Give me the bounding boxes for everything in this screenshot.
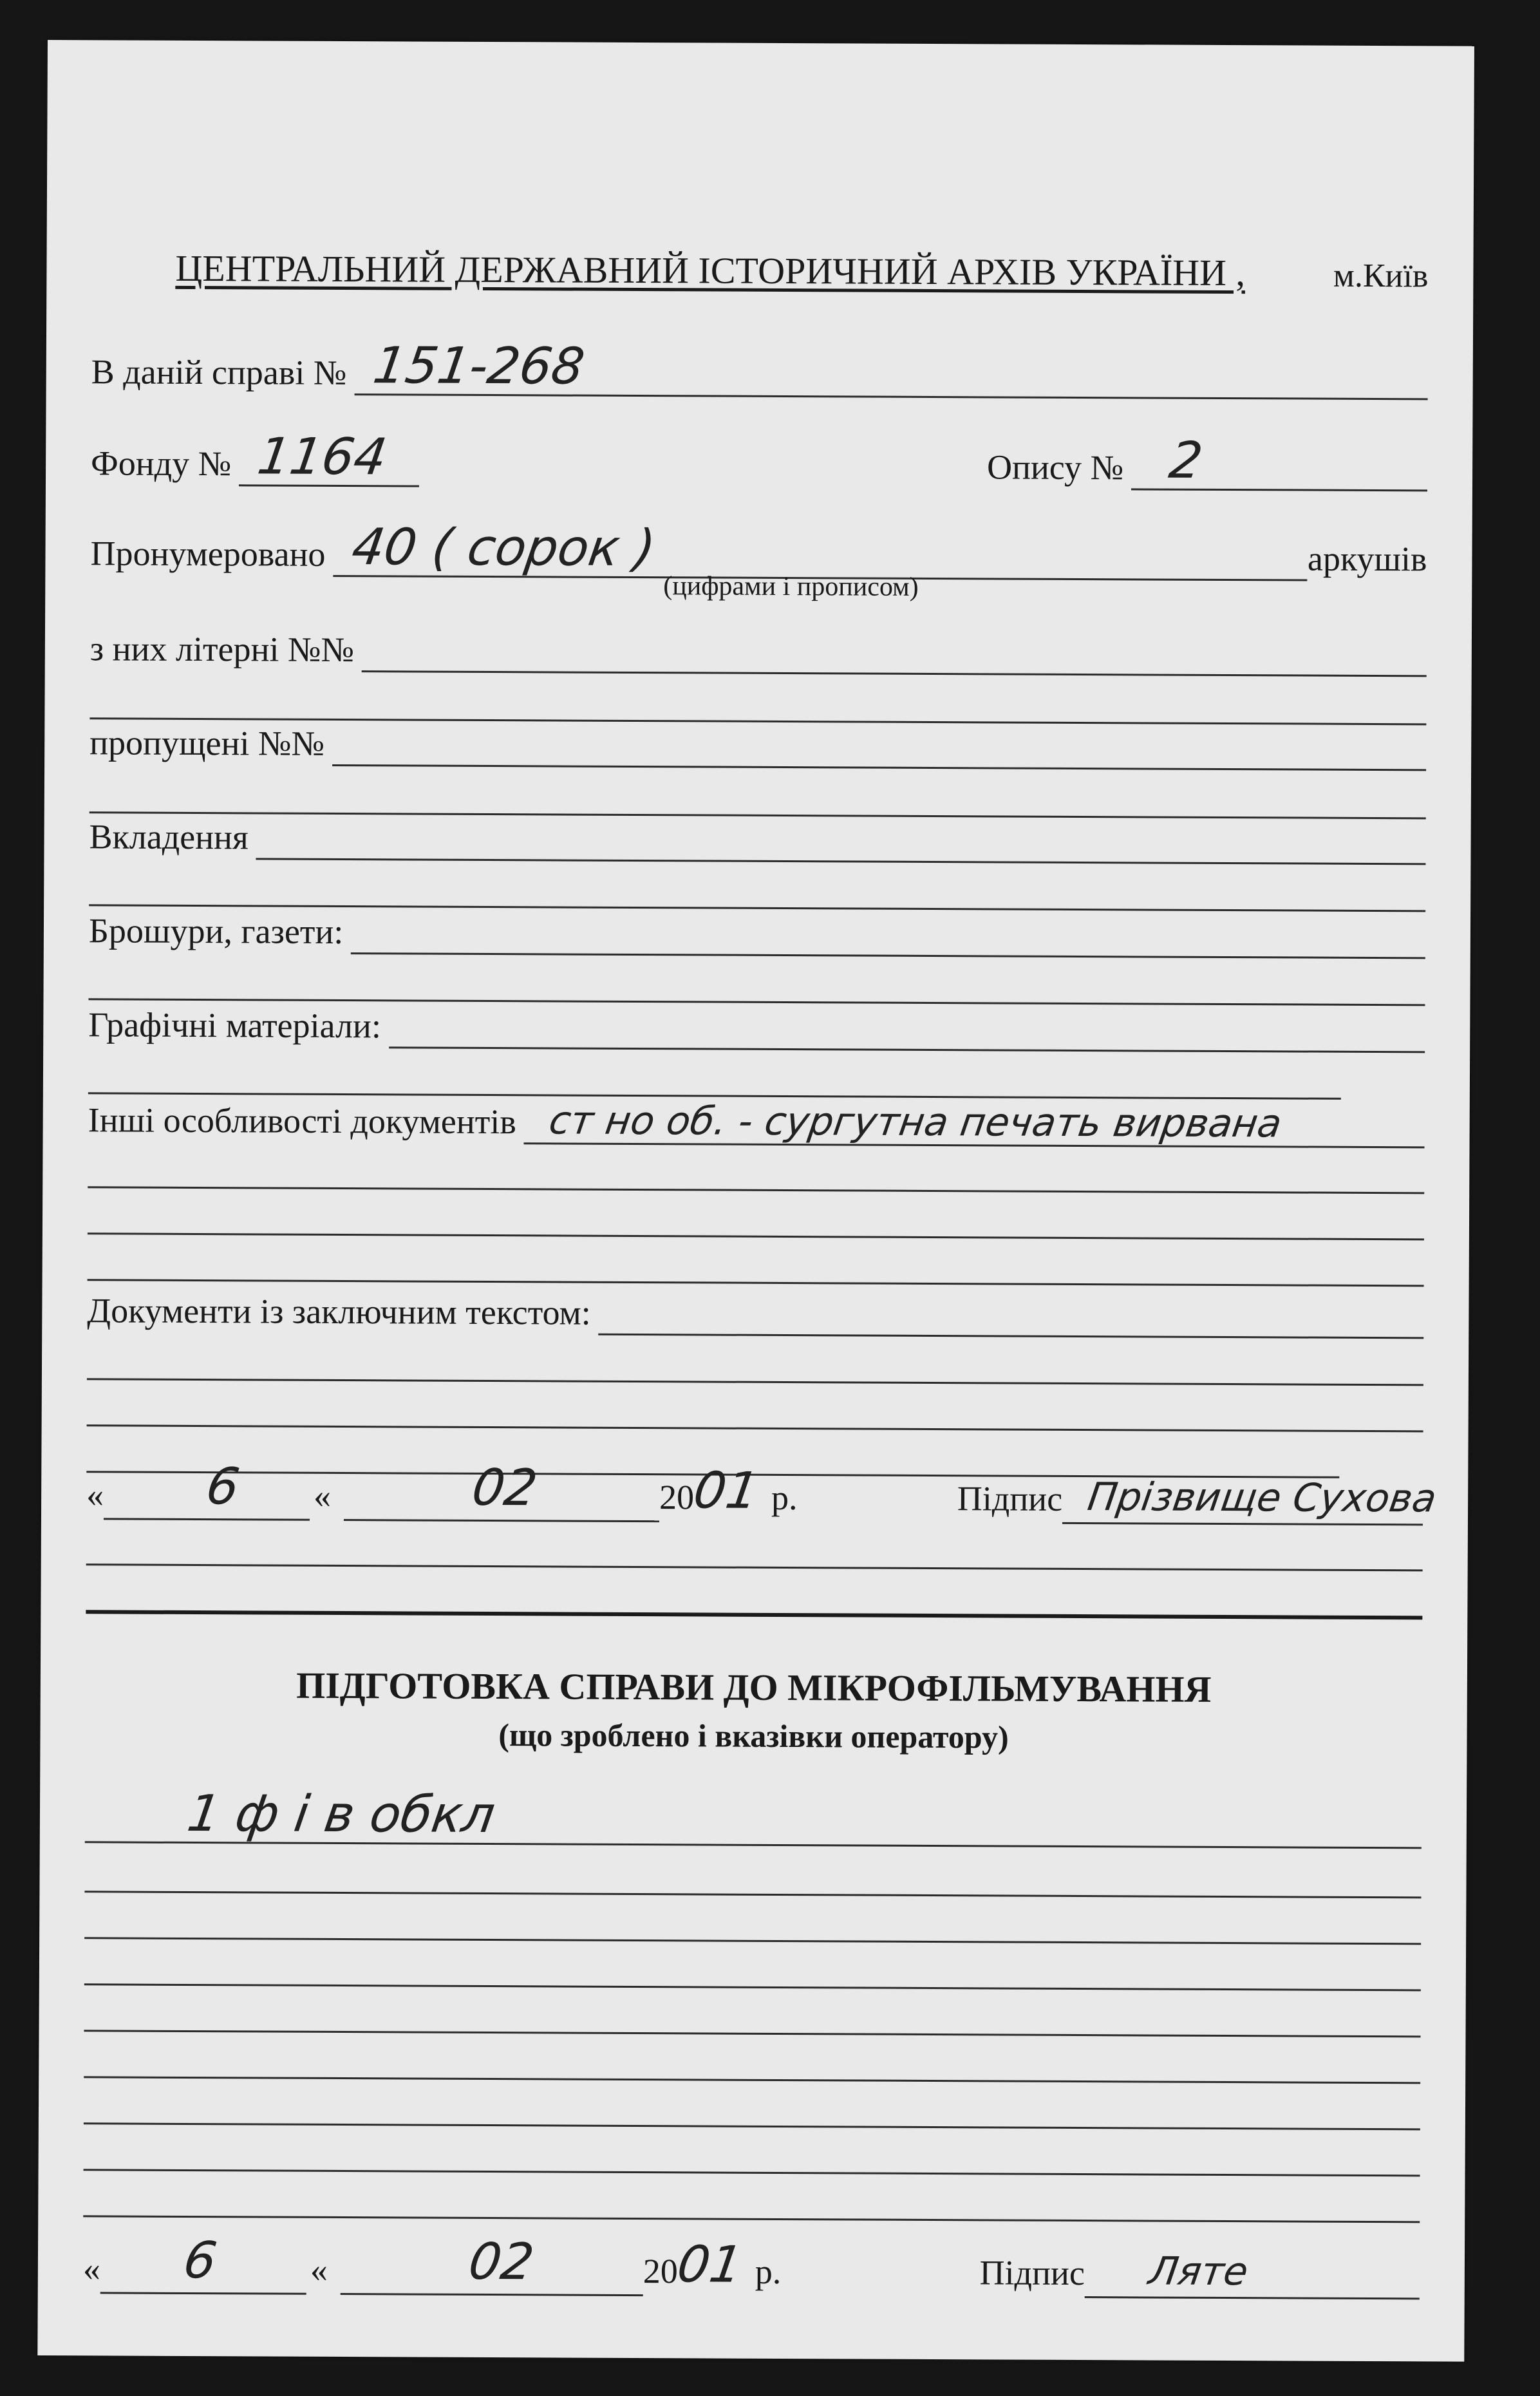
archive-name: ЦЕНТРАЛЬНИЙ ДЕРЖАВНИЙ ІСТОРИЧНИЙ АРХІВ УКРАЇНИ , — [175, 247, 1246, 294]
blank-line — [88, 1186, 1424, 1194]
open-quote: « — [82, 2249, 101, 2288]
fond-field[interactable] — [239, 428, 419, 487]
other-features-value: ст но об. - сургутна печать вирвана — [546, 1098, 1285, 1147]
year-unit: р. — [755, 2252, 782, 2292]
missing-row — [89, 713, 1426, 771]
fond-opys-row — [91, 428, 1427, 491]
year-prefix: 20 — [659, 1478, 695, 1517]
graphics-label: Графічні матеріали: — [88, 1005, 382, 1046]
section-subtitle: (що зроблено і вказівки оператору) — [498, 1717, 1009, 1755]
graphics-row — [88, 995, 1425, 1053]
blank-line — [84, 1937, 1421, 1945]
final-text-label: Документи із заключним текстом: — [87, 1291, 591, 1332]
blank-line — [84, 2169, 1420, 2176]
day-field[interactable] — [104, 1458, 310, 1520]
case-number-value: 151-268 — [369, 337, 588, 396]
month-field[interactable] — [344, 1458, 659, 1522]
year-value: 01 — [673, 2236, 746, 2294]
case-number-field[interactable] — [354, 337, 1428, 400]
case-number-row — [91, 337, 1428, 400]
fond-label: Фонду № — [91, 444, 232, 484]
literal-field[interactable] — [362, 619, 1427, 677]
year-unit: р. — [771, 1478, 798, 1518]
other-features-row — [88, 1091, 1425, 1148]
final-text-row — [87, 1281, 1423, 1339]
signature-value: Ляте — [1145, 2249, 1252, 2295]
section-divider — [86, 1610, 1422, 1619]
opys-value: 2 — [1165, 431, 1207, 490]
operator-note-field[interactable] — [85, 1785, 1422, 1849]
date-row-2 — [82, 2231, 1420, 2299]
blank-line — [84, 2122, 1420, 2130]
blank-line — [87, 1424, 1423, 1432]
case-number-label: В даній справі № — [91, 352, 347, 393]
numbered-value: 40 ( сорок ) — [348, 518, 659, 578]
year-field[interactable] — [690, 1462, 762, 1522]
missing-field[interactable] — [332, 713, 1427, 771]
opys-field[interactable] — [1131, 431, 1427, 491]
date-row-1 — [86, 1458, 1440, 1525]
close-quote: « — [310, 2250, 328, 2289]
signature-field[interactable] — [1085, 2245, 1420, 2299]
day-value: 6 — [180, 2231, 221, 2290]
numbered-label: Пронумеровано — [90, 534, 326, 574]
attachments-label: Вкладення — [89, 817, 249, 857]
numbered-suffix: аркушів — [1307, 539, 1427, 579]
signature-label: Підпис — [979, 2253, 1085, 2293]
other-features-field[interactable] — [524, 1091, 1425, 1148]
blank-line — [83, 2215, 1420, 2223]
year-value: 01 — [690, 1462, 762, 1520]
month-value: 02 — [465, 2232, 538, 2292]
missing-label: пропущені №№ — [89, 723, 325, 763]
operator-note-row — [85, 1785, 1422, 1849]
attachments-row — [89, 807, 1425, 865]
literal-label: з них літерні №№ — [89, 629, 355, 670]
blank-line — [84, 2076, 1420, 2084]
day-value: 6 — [202, 1458, 243, 1516]
day-field[interactable] — [100, 2231, 306, 2294]
archive-form-sheet — [37, 40, 1474, 2362]
open-quote: « — [86, 1475, 104, 1514]
blank-line — [86, 1563, 1423, 1571]
operator-note-value: 1 ф і в обкл — [183, 1785, 499, 1845]
brochures-field[interactable] — [351, 901, 1425, 959]
blank-line — [88, 1232, 1424, 1240]
signature-label: Підпис — [957, 1479, 1063, 1518]
graphics-field[interactable] — [389, 995, 1425, 1053]
signature-field[interactable] — [1062, 1471, 1440, 1525]
numbered-note: (цифрами і прописом) — [663, 571, 919, 602]
form-header — [175, 247, 1428, 295]
month-field[interactable] — [341, 2232, 643, 2296]
section-title: ПІДГОТОВКА СПРАВИ ДО МІКРОФІЛЬМУВАННЯ — [296, 1664, 1212, 1710]
other-features-label: Інші особливості документів — [88, 1100, 516, 1142]
year-prefix: 20 — [643, 2252, 679, 2291]
brochures-label: Брошури, газети: — [88, 911, 344, 952]
literal-row — [90, 619, 1427, 677]
final-text-field[interactable] — [599, 1282, 1424, 1339]
opys-label: Опису № — [986, 448, 1124, 487]
blank-line — [84, 2030, 1421, 2037]
blank-line — [84, 1891, 1421, 1898]
city-name: м.Київ — [1333, 257, 1429, 295]
year-field[interactable] — [673, 2236, 746, 2296]
fond-value: 1164 — [254, 428, 391, 487]
signature-value: Прізвище Сухова — [1085, 1475, 1440, 1522]
attachments-field[interactable] — [256, 806, 1426, 865]
blank-line — [87, 1378, 1423, 1386]
blank-line — [84, 1983, 1421, 1991]
close-quote: « — [314, 1476, 332, 1515]
month-value: 02 — [468, 1458, 541, 1518]
brochures-row — [89, 901, 1425, 959]
